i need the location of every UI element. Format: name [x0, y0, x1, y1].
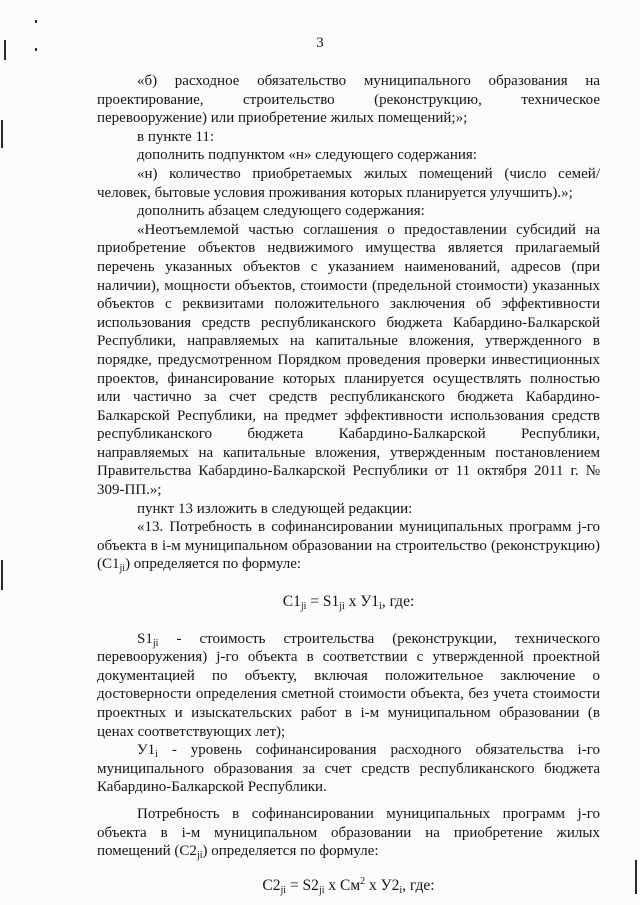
paragraph-text: Потребность в софинансировании муниципальных программ j-го объекта в i-м муниципальном образовании на приобретение жилых помещений (C2: [97, 805, 600, 860]
symbol: У1: [137, 742, 156, 759]
formula-part: = S2: [286, 876, 319, 894]
formula-part: х У2: [365, 876, 400, 894]
symbol: S1: [137, 630, 153, 647]
paragraph-text: ) определяется по формуле:: [125, 556, 302, 573]
paragraph: «н) количество приобретаемых жилых помещений (число семей/человек, бытовые условия проживания которых планируется улучшить).»;: [97, 165, 600, 201]
margin-mark: [35, 20, 37, 23]
paragraph-text: «13. Потребность в софинансировании муниципальных программ j-го объекта в i-м муниципальном образовании на строительство (реконструкцию) (C1: [97, 519, 600, 573]
subscript: ji: [196, 850, 203, 862]
paragraph: [97, 518, 600, 574]
formula-part: , где:: [381, 593, 415, 611]
margin-mark: [635, 860, 637, 894]
formula-part: = S1: [306, 593, 340, 611]
formula-part: х У1: [344, 593, 380, 611]
paragraph: «Неотъемлемой частью соглашения о предоставлении субсидий на приобретение объектов недвижимого имущества является прилагаемый перечень указанных объектов с указанием наименований, адресов (при наличии), мощности объектов, стоимости (предельной стоимости) указанных объектов с реквизитами положительного заключения об эффективности использования средств республиканского бюджета Кабардино-Балкарской Республики, направляемых на капитальные вложения, утвержденного в порядке, предусмотренном Порядком проведения проверки инвестиционных проектов, финансирование которых планируется осуществлять полностью или частично за счет средств республиканского бюджета Кабардино-Балкарской Республики, на предмет эффективности использования средств республиканского бюджета Кабардино-Балкарской Республики, направляемых на капитальные вложения, утвержденным постановлением Правительства Кабардино-Балкарской Республики от 11 октября 2011 г. № 309-ПП.»;: [97, 221, 600, 499]
formula-c2: [97, 877, 600, 896]
margin-mark: [1, 560, 3, 590]
subscript: i: [379, 601, 382, 613]
subscript: ji: [119, 563, 126, 575]
paragraph: дополнить абзацем следующего содержания:: [137, 203, 425, 220]
subscript: ji: [318, 884, 325, 896]
definition-y1: [97, 741, 600, 797]
subscript: ji: [152, 637, 159, 649]
subscript: i: [155, 749, 158, 761]
subscript: ji: [300, 601, 307, 613]
paragraph: в пункте 11:: [137, 128, 215, 145]
definition-text: - уровень софинансирования расходного обязательства i-го муниципального образования за счет средств республиканского бюджета Кабардино-Балкарской Республики.: [97, 742, 600, 796]
page-number: 3: [316, 35, 324, 51]
definition-text: - стоимость строительства (реконструкции, технического перевооружения) j-го объекта в соответствии с утвержденной проектной документацией по объекту, включая положительное заключение о достоверности определения сметной стоимости объекта, без учета стоимости проектных и изыскательских работ в i-м муниципальном образовании (в ценах соответствующих лет);: [97, 630, 600, 740]
formula-c1: [97, 593, 600, 612]
paragraph: пункт 13 изложить в следующей редакции:: [137, 500, 413, 517]
formula-part: х См: [324, 876, 361, 894]
paragraph: «б) расходное обязательство муниципального образования на проектирование, строительство (реконструкцию, техническое перевооружение) или приобретение жилых помещений;»;: [97, 73, 600, 127]
subscript: ji: [280, 884, 287, 896]
subscript: i: [399, 884, 403, 896]
definition-s1: [97, 630, 600, 742]
formula-part: C1: [282, 593, 301, 611]
subscript: ji: [339, 601, 345, 613]
superscript: 2: [360, 875, 366, 887]
paragraph: [97, 805, 600, 861]
document-body: [97, 72, 600, 895]
margin-mark: [1, 120, 3, 148]
paragraph-text: ) определяется по формуле:: [202, 843, 379, 860]
paragraph: дополнить подпунктом «н» следующего содержания:: [137, 147, 477, 164]
formula-part: C2: [262, 876, 281, 894]
formula-part: , где:: [402, 876, 435, 894]
